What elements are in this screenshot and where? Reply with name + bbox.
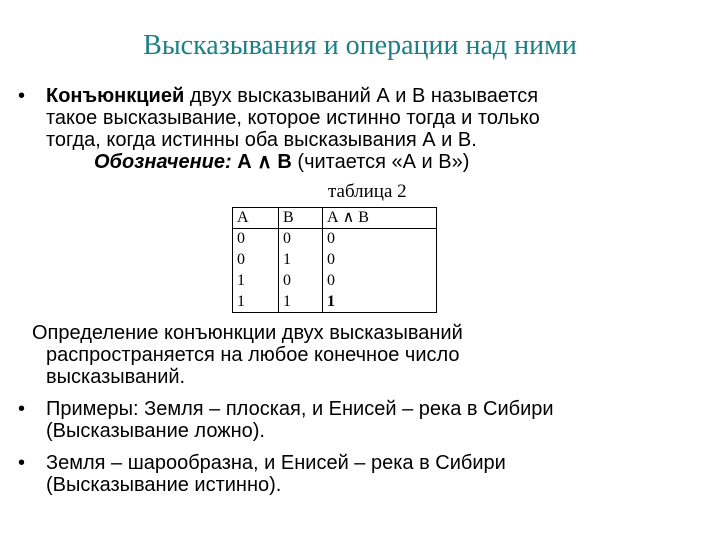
extension-line-1: Определение конъюнкции двух высказываний [32, 322, 463, 344]
bullet-marker: • [18, 452, 26, 474]
table-row [233, 291, 437, 312]
header-a: А [233, 208, 279, 229]
table-cell: 1 [279, 250, 323, 271]
table-row [233, 250, 437, 271]
table-cell: 1 [237, 271, 245, 289]
example-1 [46, 398, 686, 442]
table-cell: 1 [323, 291, 437, 312]
table-cell: 1 [237, 292, 245, 310]
definition-line-1-rest: двух высказываний А и В называется [184, 85, 539, 107]
table-caption: таблица 2 [328, 181, 407, 202]
conjunction-definition [46, 85, 686, 151]
table-row [233, 229, 437, 250]
example-2-line-1: Земля – шарообразна, и Енисей – река в Сибири [46, 452, 506, 474]
table-cell: 0 [237, 230, 245, 248]
table-cell: 0 [323, 270, 437, 291]
table-header-row [233, 208, 437, 229]
table-cell: 0 [237, 251, 245, 269]
definition-line-2: такое высказывание, которое истинно тогда и только [46, 107, 540, 129]
table-cell: 0 [279, 270, 323, 291]
notation-label: Обозначение: [94, 151, 232, 173]
header-a-and-b: А ∧ В [323, 208, 437, 229]
table-cell: 1 [279, 291, 323, 312]
notation-expression: А ∧ В [231, 151, 292, 173]
example-1-line-2: (Высказывание ложно). [46, 420, 265, 442]
slide-title: Высказывания и операции над ними [143, 30, 577, 61]
table-cell: 0 [279, 229, 323, 250]
header-b: В [279, 208, 323, 229]
table-cell: 0 [323, 250, 437, 271]
table-cell: 0 [323, 229, 437, 250]
truth-table [232, 207, 437, 313]
definition-extension [32, 322, 672, 388]
extension-line-2: распространяется на любое конечное число [46, 344, 460, 366]
example-2 [46, 452, 686, 496]
term-conjunction: Конъюнкцией [46, 85, 185, 107]
notation-line [94, 151, 469, 173]
definition-line-3: тогда, когда истинны оба высказывания А и В. [46, 129, 477, 151]
example-2-line-2: (Высказывание истинно). [46, 474, 282, 496]
table-row [233, 270, 437, 291]
notation-reading: (читается «А и В») [291, 151, 470, 173]
definition-line-1 [46, 85, 686, 107]
example-1-line-1: Примеры: Земля – плоская, и Енисей – река в Сибири [46, 398, 554, 420]
bullet-marker: • [18, 85, 26, 107]
bullet-marker: • [18, 398, 26, 420]
extension-line-3: высказываний. [46, 366, 186, 388]
